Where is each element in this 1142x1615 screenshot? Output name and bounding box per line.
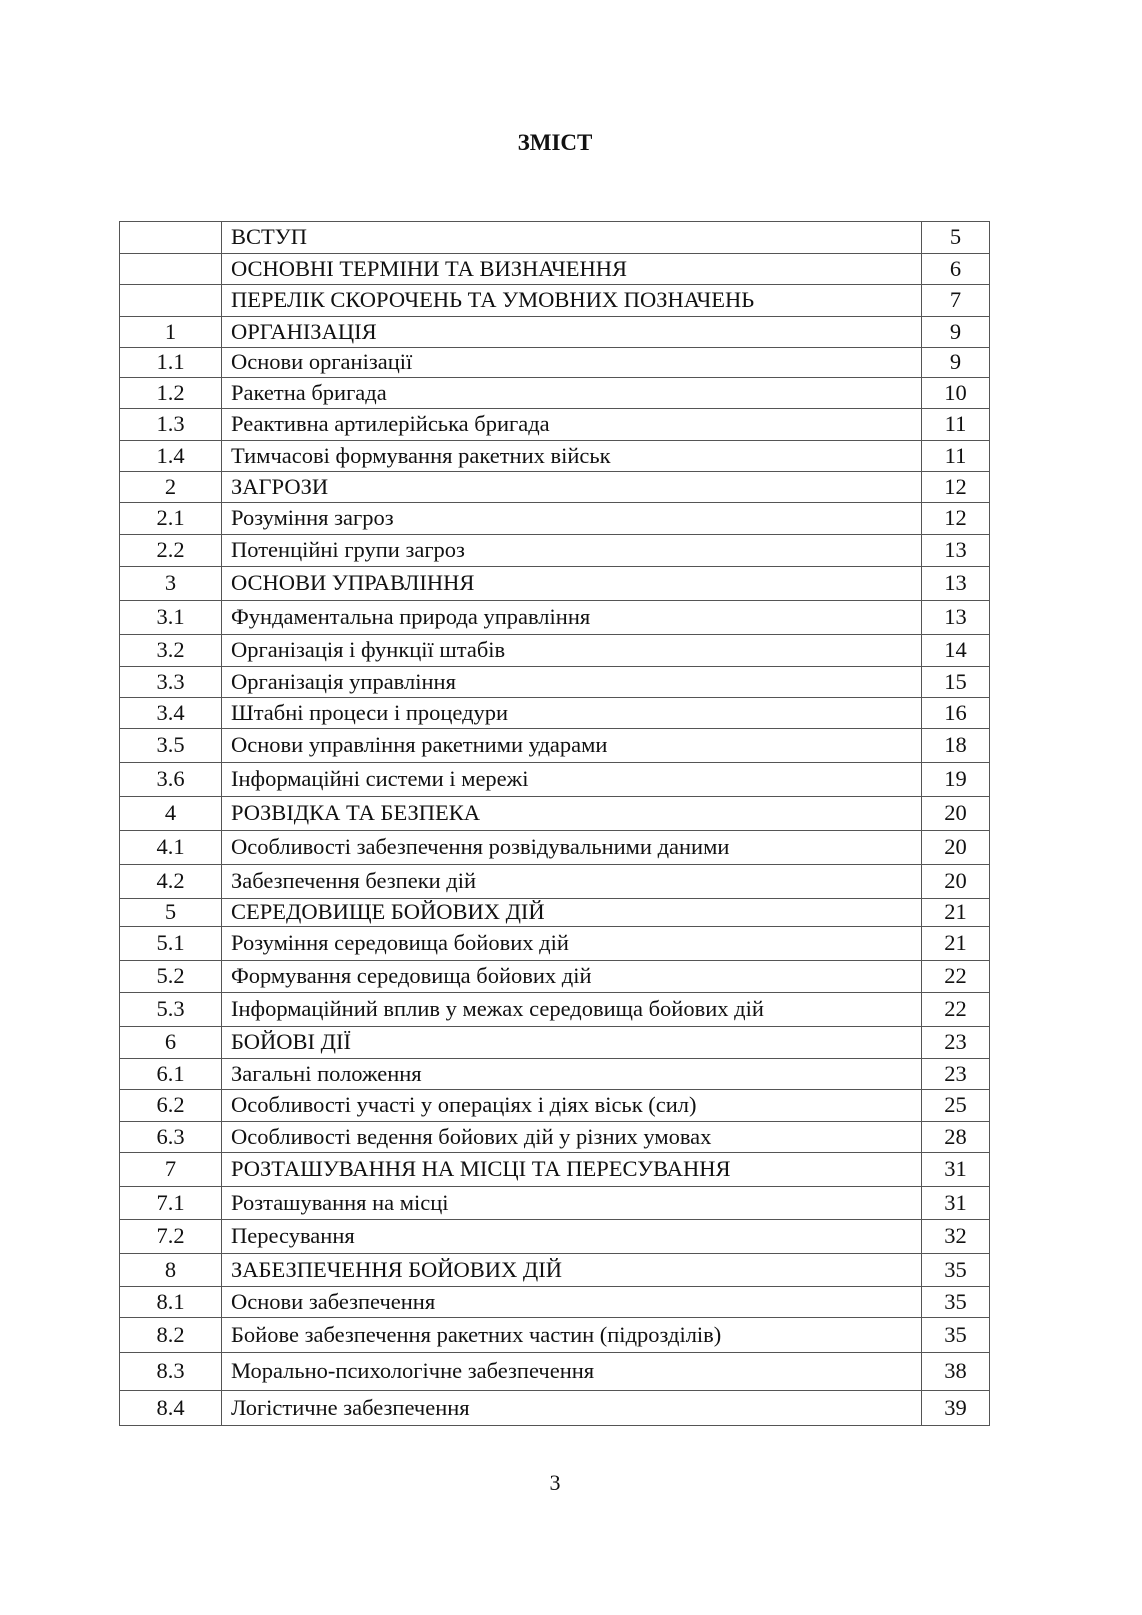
- page-ref: 9: [922, 317, 990, 348]
- section-number: 5.3: [120, 993, 222, 1027]
- section-title: Бойове забезпечення ракетних частин (підрозділів): [222, 1318, 922, 1353]
- page-ref: 13: [922, 535, 990, 567]
- section-title: ВСТУП: [222, 222, 922, 254]
- section-title: Морально-психологічне забезпечення: [222, 1353, 922, 1391]
- toc-row[interactable]: [120, 1090, 990, 1122]
- toc-row[interactable]: [120, 1391, 990, 1426]
- page-ref: 11: [922, 441, 990, 472]
- page-ref: 18: [922, 729, 990, 763]
- page-ref: 6: [922, 254, 990, 285]
- section-number: 8.3: [120, 1353, 222, 1391]
- toc-row[interactable]: [120, 961, 990, 993]
- section-title: Особливості забезпечення розвідувальними даними: [222, 831, 922, 865]
- section-title: ЗАБЕЗПЕЧЕННЯ БОЙОВИХ ДІЙ: [222, 1254, 922, 1287]
- section-title: СЕРЕДОВИЩЕ БОЙОВИХ ДІЙ: [222, 899, 922, 927]
- section-number: 4: [120, 797, 222, 831]
- section-number: 5: [120, 899, 222, 927]
- page-ref: 20: [922, 831, 990, 865]
- toc-row[interactable]: [120, 899, 990, 927]
- toc-row[interactable]: [120, 763, 990, 797]
- page-ref: 10: [922, 378, 990, 409]
- section-number: [120, 222, 222, 254]
- page-ref: 13: [922, 567, 990, 601]
- toc-row[interactable]: [120, 285, 990, 317]
- section-number: 6: [120, 1027, 222, 1059]
- toc-row[interactable]: [120, 472, 990, 503]
- toc-row[interactable]: [120, 317, 990, 348]
- section-number: 2.2: [120, 535, 222, 567]
- page-ref: 19: [922, 763, 990, 797]
- section-number: 8: [120, 1254, 222, 1287]
- section-title: ПЕРЕЛІК СКОРОЧЕНЬ ТА УМОВНИХ ПОЗНАЧЕНЬ: [222, 285, 922, 317]
- page-ref: 23: [922, 1059, 990, 1090]
- toc-row[interactable]: [120, 503, 990, 535]
- section-number: [120, 254, 222, 285]
- section-number: 7: [120, 1153, 222, 1187]
- section-number: 1.1: [120, 348, 222, 378]
- section-title: Інформаційні системи і мережі: [222, 763, 922, 797]
- section-title: Штабні процеси і процедури: [222, 698, 922, 729]
- section-title: Основи забезпечення: [222, 1287, 922, 1318]
- page-ref: 28: [922, 1122, 990, 1153]
- toc-row[interactable]: [120, 635, 990, 667]
- toc-row[interactable]: [120, 1059, 990, 1090]
- section-number: 6.3: [120, 1122, 222, 1153]
- section-number: 2: [120, 472, 222, 503]
- section-title: Ракетна бригада: [222, 378, 922, 409]
- section-number: 3.2: [120, 635, 222, 667]
- toc-row[interactable]: [120, 698, 990, 729]
- page-ref: 22: [922, 961, 990, 993]
- page-ref: 25: [922, 1090, 990, 1122]
- section-number: 3.5: [120, 729, 222, 763]
- section-number: 1.4: [120, 441, 222, 472]
- section-title: Формування середовища бойових дій: [222, 961, 922, 993]
- page-title: ЗМІСТ: [517, 130, 593, 155]
- section-title: Забезпечення безпеки дій: [222, 865, 922, 899]
- page-ref: 31: [922, 1187, 990, 1220]
- section-title: Загальні положення: [222, 1059, 922, 1090]
- page-ref: 35: [922, 1287, 990, 1318]
- page-ref: 9: [922, 348, 990, 378]
- toc-row[interactable]: [120, 535, 990, 567]
- section-title: ОСНОВИ УПРАВЛІННЯ: [222, 567, 922, 601]
- toc-row[interactable]: [120, 1254, 990, 1287]
- page-ref: 13: [922, 601, 990, 635]
- toc-row[interactable]: [120, 1220, 990, 1254]
- toc-row[interactable]: [120, 378, 990, 409]
- section-title: Інформаційний вплив у межах середовища бойових дій: [222, 993, 922, 1027]
- section-number: 6.2: [120, 1090, 222, 1122]
- section-title: Розуміння середовища бойових дій: [222, 927, 922, 961]
- section-number: 8.2: [120, 1318, 222, 1353]
- toc-row[interactable]: [120, 927, 990, 961]
- toc-row[interactable]: [120, 1153, 990, 1187]
- page-ref: 38: [922, 1353, 990, 1391]
- section-title: РОЗТАШУВАННЯ НА МІСЦІ ТА ПЕРЕСУВАННЯ: [222, 1153, 922, 1187]
- toc-row[interactable]: [120, 409, 990, 441]
- section-number: 3.1: [120, 601, 222, 635]
- page-ref: 35: [922, 1318, 990, 1353]
- toc-row[interactable]: [120, 567, 990, 601]
- section-title: РОЗВІДКА ТА БЕЗПЕКА: [222, 797, 922, 831]
- toc-row[interactable]: [120, 1187, 990, 1220]
- page-number: 3: [549, 1470, 561, 1495]
- section-number: 2.1: [120, 503, 222, 535]
- page-ref: 20: [922, 797, 990, 831]
- section-title: Організація управління: [222, 667, 922, 698]
- toc-table: [119, 221, 990, 1426]
- section-title: Основи організації: [222, 348, 922, 378]
- section-number: 1.2: [120, 378, 222, 409]
- toc-row[interactable]: [120, 1318, 990, 1353]
- toc-row[interactable]: [120, 1353, 990, 1391]
- toc-row[interactable]: [120, 667, 990, 698]
- section-number: 3.3: [120, 667, 222, 698]
- page-ref: 15: [922, 667, 990, 698]
- toc-row[interactable]: [120, 993, 990, 1027]
- page-ref: 12: [922, 472, 990, 503]
- page-ref: 39: [922, 1391, 990, 1426]
- toc-row[interactable]: [120, 222, 990, 254]
- section-title: ЗАГРОЗИ: [222, 472, 922, 503]
- page-ref: 23: [922, 1027, 990, 1059]
- toc-row[interactable]: [120, 441, 990, 472]
- section-number: 6.1: [120, 1059, 222, 1090]
- toc-row[interactable]: [120, 601, 990, 635]
- section-number: 8.4: [120, 1391, 222, 1426]
- section-number: 1.3: [120, 409, 222, 441]
- section-title: Особливості ведення бойових дій у різних умовах: [222, 1122, 922, 1153]
- section-number: 4.2: [120, 865, 222, 899]
- page-ref: 20: [922, 865, 990, 899]
- page-ref: 12: [922, 503, 990, 535]
- toc-row[interactable]: [120, 1122, 990, 1153]
- toc-row[interactable]: [120, 348, 990, 378]
- page-ref: 35: [922, 1254, 990, 1287]
- section-number: 3.6: [120, 763, 222, 797]
- section-number: 3.4: [120, 698, 222, 729]
- section-title: Пересування: [222, 1220, 922, 1254]
- toc-row[interactable]: [120, 797, 990, 831]
- section-number: 1: [120, 317, 222, 348]
- section-title: Особливості участі у операціях і діях віськ (сил): [222, 1090, 922, 1122]
- section-title: ОРГАНІЗАЦІЯ: [222, 317, 922, 348]
- toc-row[interactable]: [120, 1027, 990, 1059]
- page-ref: 21: [922, 927, 990, 961]
- page-ref: 32: [922, 1220, 990, 1254]
- section-number: 4.1: [120, 831, 222, 865]
- page-ref: 14: [922, 635, 990, 667]
- page-ref: 5: [922, 222, 990, 254]
- toc-row[interactable]: [120, 729, 990, 763]
- section-title: Фундаментальна природа управління: [222, 601, 922, 635]
- page-ref: 21: [922, 899, 990, 927]
- section-title: БОЙОВІ ДІЇ: [222, 1027, 922, 1059]
- section-number: 5.1: [120, 927, 222, 961]
- section-number: 5.2: [120, 961, 222, 993]
- toc-row[interactable]: [120, 865, 990, 899]
- toc-row[interactable]: [120, 1287, 990, 1318]
- section-number: 3: [120, 567, 222, 601]
- page-ref: 11: [922, 409, 990, 441]
- section-title: Розташування на місці: [222, 1187, 922, 1220]
- page-ref: 16: [922, 698, 990, 729]
- section-title: Логістичне забезпечення: [222, 1391, 922, 1426]
- section-title: Тимчасові формування ракетних військ: [222, 441, 922, 472]
- section-number: [120, 285, 222, 317]
- toc-row[interactable]: [120, 254, 990, 285]
- page-ref: 31: [922, 1153, 990, 1187]
- section-title: Розуміння загроз: [222, 503, 922, 535]
- section-number: 7.2: [120, 1220, 222, 1254]
- section-number: 7.1: [120, 1187, 222, 1220]
- section-number: 8.1: [120, 1287, 222, 1318]
- page-ref: 22: [922, 993, 990, 1027]
- section-title: Потенційні групи загроз: [222, 535, 922, 567]
- section-title: Основи управління ракетними ударами: [222, 729, 922, 763]
- section-title: ОСНОВНІ ТЕРМІНИ ТА ВИЗНАЧЕННЯ: [222, 254, 922, 285]
- toc-row[interactable]: [120, 831, 990, 865]
- section-title: Реактивна артилерійська бригада: [222, 409, 922, 441]
- section-title: Організація і функції штабів: [222, 635, 922, 667]
- page-ref: 7: [922, 285, 990, 317]
